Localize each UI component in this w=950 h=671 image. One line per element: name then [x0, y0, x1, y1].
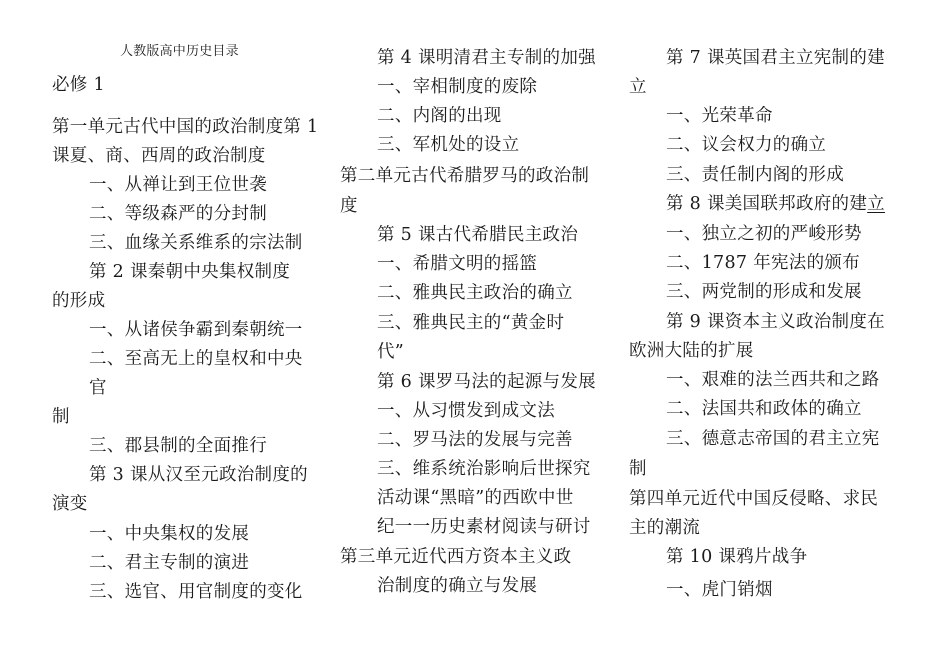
lesson-heading: 第 7 课英国君主立宪制的建 [666, 48, 885, 68]
lesson-heading: 第 10 课鸦片战争 [666, 547, 808, 567]
section-item: 一、光荣革命 [666, 106, 773, 126]
lesson-heading: 第 2 课秦朝中央集权制度 [89, 262, 291, 282]
section-item: 二、雅典民主政治的确立 [377, 283, 573, 303]
section-item: 三、责任制内阁的形成 [666, 165, 844, 185]
lesson-heading [629, 194, 885, 214]
lesson-heading-cont: 欧洲大陆的扩展 [629, 341, 754, 361]
lesson-heading: 第 3 课从汉至元政治制度的 [89, 465, 308, 485]
section-item: 一、从禅让到王位世袭 [89, 175, 267, 195]
lesson-heading-text: 第 8 课美国联邦政府的建 [666, 194, 868, 214]
activity-lesson-cont: 纪一一历史素材阅读与研讨 [377, 517, 591, 537]
lesson-heading-cont: 演变 [52, 494, 88, 514]
lesson-heading: 第 6 课罗马法的起源与发展 [377, 372, 596, 392]
section-item-cont: 官 [89, 378, 107, 398]
section-item: 三、两党制的形成和发展 [666, 282, 862, 302]
section-item: 一、独立之初的严峻形势 [666, 224, 862, 244]
unit-heading-cont: 主的潮流 [629, 518, 701, 538]
section-item-cont: 制 [629, 459, 647, 479]
section-item: 三、选官、用官制度的变化 [89, 582, 303, 602]
unit-heading: 第三单元近代西方资本主义政 [340, 547, 572, 567]
section-item: 二、1787 年宪法的颁布 [666, 253, 860, 273]
unit-heading-cont: 治制度的确立与发展 [377, 576, 538, 596]
unit-heading-cont: 度 [340, 196, 358, 216]
unit-heading: 第四单元近代中国反侵略、求民 [629, 489, 879, 509]
lesson-heading-cont: 立 [629, 77, 647, 97]
lesson-heading: 第 9 课资本主义政治制度在 [666, 312, 885, 332]
document-title: 人教版高中历史目录 [120, 44, 239, 59]
section-item: 二、法国共和政体的确立 [666, 399, 862, 419]
section-item: 一、从习惯发到成文法 [377, 401, 555, 421]
lesson-heading: 第 4 课明清君主专制的加强 [377, 48, 596, 68]
section-item: 二、君主专制的演进 [89, 553, 250, 573]
section-item: 一、希腊文明的摇篮 [377, 254, 538, 274]
section-item: 一、从诸侯争霸到秦朝统一 [89, 320, 303, 340]
section-item: 三、郡县制的全面推行 [89, 436, 267, 456]
volume-heading: 必修 1 [52, 75, 105, 95]
section-item-cont: 代” [377, 342, 405, 362]
unit-heading: 第一单元古代中国的政治制度第 1 [52, 117, 319, 137]
section-item: 三、雅典民主的“黄金时 [377, 313, 565, 333]
section-item: 二、内阁的出现 [377, 106, 502, 126]
section-item: 二、罗马法的发展与完善 [377, 430, 573, 450]
section-item: 三、维系统治影响后世探究 [377, 459, 591, 479]
section-item: 三、军机处的设立 [377, 135, 520, 155]
section-item: 一、虎门销烟 [666, 580, 773, 600]
section-item: 二、至高无上的皇权和中央 [89, 349, 303, 369]
lesson-heading-cont: 的形成 [52, 291, 106, 311]
section-item: 三、德意志帝国的君主立宪 [666, 429, 880, 449]
unit-heading: 第二单元古代希腊罗马的政治制 [340, 166, 590, 186]
section-item-cont: 制 [52, 407, 70, 427]
section-item: 三、血缘关系维系的宗法制 [89, 233, 303, 253]
lesson-heading-cont: 课夏、商、西周的政治制度 [52, 146, 266, 166]
section-item: 二、议会权力的确立 [666, 135, 827, 155]
activity-lesson: 活动课“黑暗”的西欧中世 [377, 488, 574, 508]
lesson-heading: 第 5 课古代希腊民主政治 [377, 225, 579, 245]
section-item: 一、宰相制度的废除 [377, 77, 538, 97]
lesson-heading-underlined: 立 [867, 194, 885, 214]
section-item: 二、等级森严的分封制 [89, 204, 267, 224]
section-item: 一、中央集权的发展 [89, 524, 250, 544]
section-item: 一、艰难的法兰西共和之路 [666, 370, 880, 390]
